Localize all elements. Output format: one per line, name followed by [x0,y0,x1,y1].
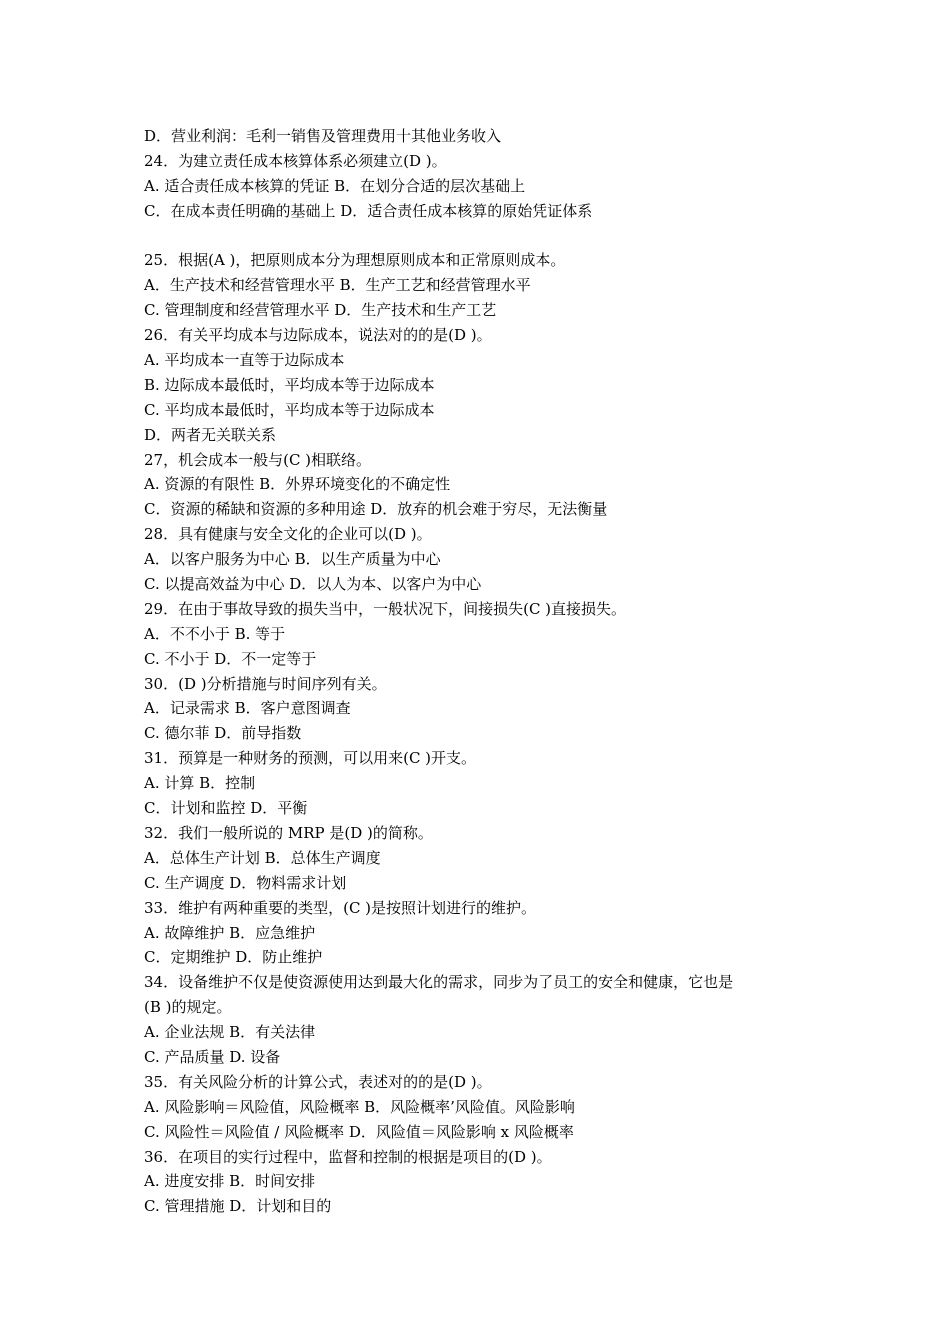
text-line: C．在成本责任明确的基础上 D．适合责任成本核算的原始凭证体系 [144,201,593,220]
text-line: 35．有关风险分析的计算公式，表述对的的是(D )。 [144,1072,492,1091]
document-body [144,124,824,1219]
text-line: 36．在项目的实行过程中，监督和控制的根据是项目的(D )。 [144,1147,552,1166]
text-line: (B )的规定。 [144,998,232,1017]
text-line: C. 德尔菲 D．前导指数 [144,724,302,743]
text-line: A. 风险影响＝风险值，风险概率 B．风险概率’风险值。风险影响 [144,1097,575,1116]
text-line: B. 边际成本最低时，平均成本等于边际成本 [144,375,435,394]
text-line: C. 平均成本最低时，平均成本等于边际成本 [144,400,435,419]
text-line: A. 计算 B．控制 [144,774,256,793]
text-line: A．记录需求 B．客户意图调查 [144,699,351,718]
text-line: C．计划和监控 D．平衡 [144,799,308,818]
text-line: C. 风险性＝风险值 / 风险概率 D．风险值＝风险影响 x 风险概率 [144,1122,574,1141]
text-line: C. 以提高效益为中心 D．以人为本、以客户为中心 [144,575,482,594]
text-line: A. 适合责任成本核算的凭证 B．在划分合适的层次基础上 [144,176,526,195]
text-line: C．资源的稀缺和资源的多种用途 D．放弃的机会难于穷尽，无法衡量 [144,500,608,519]
text-line: 28．具有健康与安全文化的企业可以(D )。 [144,525,432,544]
text-line: A．以客户服务为中心 B．以生产质量为中心 [144,550,441,569]
text-line: 26．有关平均成本与边际成本，说法对的的是(D )。 [144,326,492,345]
blank-line [144,224,824,249]
text-line: D．营业利润：毛利一销售及管理费用十其他业务收入 [144,127,502,145]
text-line: 33．维护有两种重要的类型，(C )是按照计划进行的维护。 [144,898,537,917]
text-line: A．不不小于 B. 等于 [144,624,286,643]
text-line: A. 平均成本一直等于边际成本 [144,351,345,370]
text-line: A．生产技术和经营管理水平 B．生产工艺和经营管理水平 [144,276,531,295]
text-line: C. 生产调度 D．物料需求计划 [144,873,347,892]
text-line: 25．根据(A )，把原则成本分为理想原则成本和正常原则成本。 [144,251,566,270]
text-line: 27，机会成本一般与(C )相联络。 [144,450,372,469]
text-line: 31．预算是一种财务的预测，可以用来(C )开支。 [144,749,477,768]
text-line: 29．在由于事故导致的损失当中，一般状况下，间接损失(C )直接损失。 [144,599,627,618]
text-line: C. 管理措施 D．计划和目的 [144,1197,332,1216]
text-line: 34．设备维护不仅是使资源使用达到最大化的需求，同步为了员工的安全和健康，它也是 [144,973,734,992]
text-line: A. 进度安排 B．时间安排 [144,1172,316,1191]
text-line: A. 企业法规 B．有关法律 [144,1023,316,1042]
text-line: C．定期维护 D．防止维护 [144,948,323,967]
text-line: C. 不小于 D．不一定等于 [144,649,317,668]
text-line: A. 故障维护 B．应急维护 [144,923,316,942]
text-line: D．两者无关联关系 [144,425,277,444]
text-line: C. 管理制度和经营管理水平 D．生产技术和生产工艺 [144,301,497,320]
text-line: 30．(D )分析措施与时间序列有关。 [144,674,387,693]
text-line: A. 资源的有限性 B．外界环境变化的不确定性 [144,475,451,494]
text-line: C. 产品质量 D. 设备 [144,1047,281,1066]
text-line: A．总体生产计划 B．总体生产调度 [144,848,381,867]
text-line: 24．为建立责任成本核算体系必须建立(D )。 [144,151,447,170]
text-line: 32．我们一般所说的 MRP 是(D )的简称。 [144,823,433,842]
